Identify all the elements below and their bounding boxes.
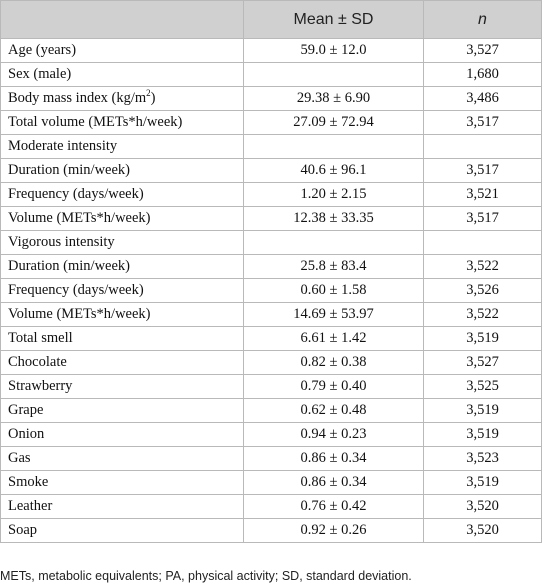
row-label: Grape bbox=[1, 399, 244, 423]
header-mean-sd: Mean ± SD bbox=[244, 1, 424, 39]
row-label: Leather bbox=[1, 495, 244, 519]
row-label: Strawberry bbox=[1, 375, 244, 399]
table-row bbox=[1, 135, 542, 159]
table-header-row bbox=[1, 1, 542, 39]
row-n: 3,486 bbox=[424, 87, 542, 111]
row-mean-sd: 0.60 ± 1.58 bbox=[244, 279, 424, 303]
header-n: n bbox=[424, 1, 542, 39]
table-row bbox=[1, 447, 542, 471]
row-mean-sd: 40.6 ± 96.1 bbox=[244, 159, 424, 183]
table-row bbox=[1, 39, 542, 63]
row-n: 3,517 bbox=[424, 159, 542, 183]
table-row bbox=[1, 327, 542, 351]
row-mean-sd: 0.79 ± 0.40 bbox=[244, 375, 424, 399]
table-row bbox=[1, 303, 542, 327]
row-label: Total volume (METs*h/week) bbox=[1, 111, 244, 135]
row-n: 3,527 bbox=[424, 351, 542, 375]
table-row bbox=[1, 183, 542, 207]
row-mean-sd: 27.09 ± 72.94 bbox=[244, 111, 424, 135]
row-n: 3,519 bbox=[424, 423, 542, 447]
row-n bbox=[424, 135, 542, 159]
table-row bbox=[1, 423, 542, 447]
row-label: Duration (min/week) bbox=[1, 159, 244, 183]
row-n: 1,680 bbox=[424, 63, 542, 87]
row-label: Vigorous intensity bbox=[1, 231, 244, 255]
row-label: Frequency (days/week) bbox=[1, 183, 244, 207]
row-n: 3,527 bbox=[424, 39, 542, 63]
row-label: Volume (METs*h/week) bbox=[1, 207, 244, 231]
row-n: 3,522 bbox=[424, 303, 542, 327]
row-mean-sd: 59.0 ± 12.0 bbox=[244, 39, 424, 63]
table-row bbox=[1, 231, 542, 255]
table-row bbox=[1, 351, 542, 375]
row-mean-sd: 0.94 ± 0.23 bbox=[244, 423, 424, 447]
row-mean-sd: 25.8 ± 83.4 bbox=[244, 255, 424, 279]
row-mean-sd bbox=[244, 231, 424, 255]
table-row bbox=[1, 159, 542, 183]
row-mean-sd: 0.82 ± 0.38 bbox=[244, 351, 424, 375]
row-n: 3,521 bbox=[424, 183, 542, 207]
row-n: 3,520 bbox=[424, 495, 542, 519]
row-mean-sd: 0.86 ± 0.34 bbox=[244, 471, 424, 495]
row-n: 3,519 bbox=[424, 399, 542, 423]
row-label: Sex (male) bbox=[1, 63, 244, 87]
row-label: Smoke bbox=[1, 471, 244, 495]
row-mean-sd bbox=[244, 63, 424, 87]
row-n: 3,519 bbox=[424, 327, 542, 351]
row-n: 3,525 bbox=[424, 375, 542, 399]
table-row bbox=[1, 279, 542, 303]
row-n: 3,520 bbox=[424, 519, 542, 543]
row-n: 3,523 bbox=[424, 447, 542, 471]
table-row bbox=[1, 519, 542, 543]
table-row bbox=[1, 63, 542, 87]
table-row bbox=[1, 111, 542, 135]
row-label: Body mass index $(kg/m^2)$ bbox=[1, 87, 244, 111]
row-label: Gas bbox=[1, 447, 244, 471]
row-label: Age (years) bbox=[1, 39, 244, 63]
row-n: 3,526 bbox=[424, 279, 542, 303]
row-label: Chocolate bbox=[1, 351, 244, 375]
row-n: 3,519 bbox=[424, 471, 542, 495]
row-mean-sd: 29.38 ± 6.90 bbox=[244, 87, 424, 111]
row-mean-sd: 14.69 ± 53.97 bbox=[244, 303, 424, 327]
row-label: Frequency (days/week) bbox=[1, 279, 244, 303]
superscript-2: 2 bbox=[146, 88, 151, 99]
row-mean-sd: 0.92 ± 0.26 bbox=[244, 519, 424, 543]
table-row bbox=[1, 495, 542, 519]
row-n bbox=[424, 231, 542, 255]
table-row bbox=[1, 87, 542, 111]
table-row bbox=[1, 399, 542, 423]
table-row bbox=[1, 207, 542, 231]
row-mean-sd: 6.61 ± 1.42 bbox=[244, 327, 424, 351]
table-footnote: METs, metabolic equivalents; PA, physical activity; SD, standard deviation. bbox=[0, 569, 412, 583]
row-label: Onion bbox=[1, 423, 244, 447]
row-label: Volume (METs*h/week) bbox=[1, 303, 244, 327]
row-n: 3,517 bbox=[424, 207, 542, 231]
table-row bbox=[1, 255, 542, 279]
table-row bbox=[1, 375, 542, 399]
row-label: Total smell bbox=[1, 327, 244, 351]
row-mean-sd: 12.38 ± 33.35 bbox=[244, 207, 424, 231]
row-n: 3,522 bbox=[424, 255, 542, 279]
row-label: Duration (min/week) bbox=[1, 255, 244, 279]
table-row bbox=[1, 471, 542, 495]
row-mean-sd: 0.86 ± 0.34 bbox=[244, 447, 424, 471]
header-label bbox=[1, 1, 244, 39]
row-mean-sd: 0.76 ± 0.42 bbox=[244, 495, 424, 519]
row-mean-sd: 1.20 ± 2.15 bbox=[244, 183, 424, 207]
row-mean-sd: 0.62 ± 0.48 bbox=[244, 399, 424, 423]
row-n: 3,517 bbox=[424, 111, 542, 135]
row-mean-sd bbox=[244, 135, 424, 159]
row-label: Soap bbox=[1, 519, 244, 543]
row-label: Moderate intensity bbox=[1, 135, 244, 159]
